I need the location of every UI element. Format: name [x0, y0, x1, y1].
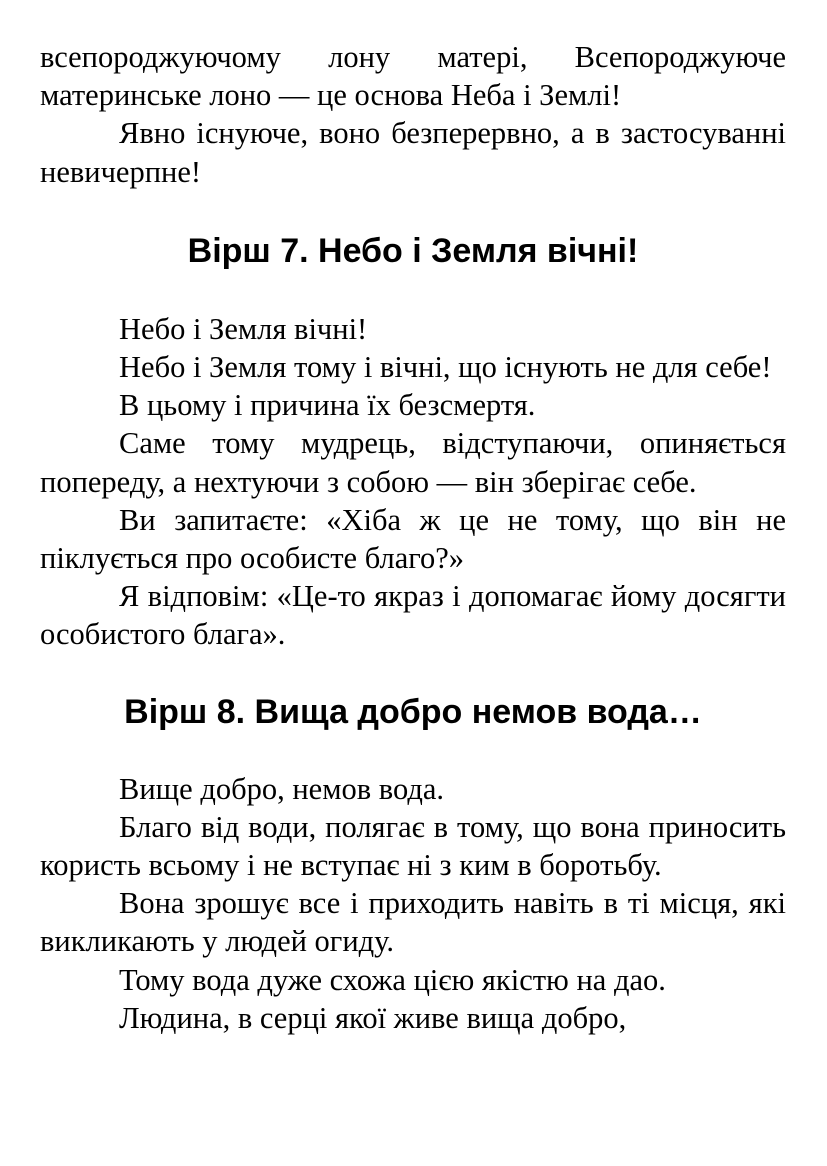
document-page: [40, 38, 786, 1037]
verse-8-paragraph: Людина, в серці якої живе вища добро,: [119, 1000, 627, 1035]
intro-paragraph: Явно існуюче, воно безперервно, а в застосуванні невичерпне!: [40, 116, 786, 189]
verse-7-paragraph: Небо і Земля вічні!: [119, 311, 368, 346]
verse-7-paragraph: Я відповім: «Це-то якраз і допомагає йому досягти особистого блага».: [40, 579, 786, 652]
verse-8-heading: Вірш 8. Вища добро немов вода…: [124, 692, 702, 731]
verse-7-heading: Вірш 7. Небо і Земля вічні!: [187, 231, 639, 270]
verse-7-paragraph: В цьому і причина їх безсмертя.: [119, 388, 536, 423]
verse-8-paragraph: Благо від води, полягає в тому, що вона приносить користь всьому і не вступає ні з ким в боротьбу.: [40, 809, 786, 883]
verse-7-paragraph: Ви запитаєте: «Хіба ж це не тому, що він не піклується про особисте благо?»: [40, 502, 786, 576]
verse-8-paragraph: Вище добро, немов вода.: [119, 771, 445, 806]
verse-8-paragraph: Тому вода дуже схожа цією якістю на дао.: [119, 962, 666, 997]
verse-8-paragraph: Вона зрошує все і приходить навіть в ті місця, які викликають у людей огиду.: [40, 886, 786, 959]
verse-7-paragraph: Саме тому мудрець, відступаючи, опиняється попереду, а нехтуючи з собою — він зберігає себе.: [40, 426, 786, 499]
intro-paragraph-continued: всепороджуючому лону матері, Всепороджуюче материнське лоно — це основа Неба і Землі!: [40, 40, 786, 113]
verse-7-paragraph: Небо і Земля тому і вічні, що існують не для себе!: [119, 350, 772, 385]
